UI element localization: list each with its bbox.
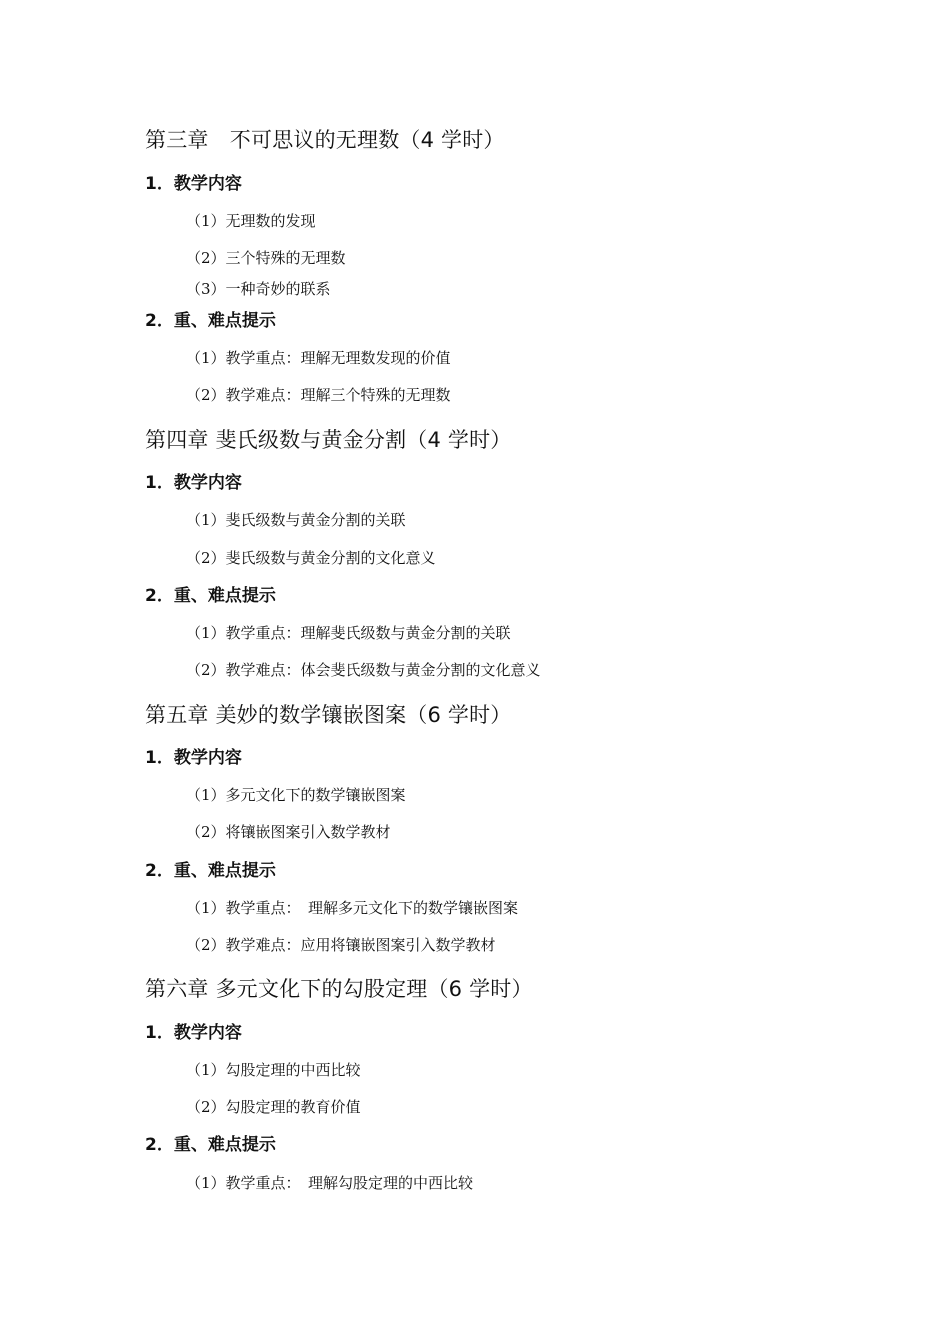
chapter-5-points-item: （2）教学难点：应用将镶嵌图案引入数学教材 (186, 936, 496, 954)
chapter-3-content-item: （3）一种奇妙的联系 (186, 280, 331, 298)
chapter-5-points-item: （1）教学重点： 理解多元文化下的数学镶嵌图案 (186, 899, 519, 917)
chapter-3-points-item: （2）教学难点：理解三个特殊的无理数 (186, 386, 451, 404)
chapter-5-content-item: （2）将镶嵌图案引入数学教材 (186, 823, 391, 841)
chapter-4-points-heading: 2．重、难点提示 (145, 586, 276, 606)
chapter-6-points-heading: 2．重、难点提示 (145, 1135, 276, 1155)
chapter-4-content-item: （1）斐氏级数与黄金分割的关联 (186, 511, 406, 529)
chapter-5-title: 第五章 美妙的数学镶嵌图案（6 学时） (145, 703, 512, 727)
chapter-3-content-heading: 1．教学内容 (145, 174, 242, 194)
chapter-4-content-item: （2）斐氏级数与黄金分割的文化意义 (186, 549, 436, 567)
chapter-4-content-heading: 1．教学内容 (145, 473, 242, 493)
chapter-4-points-item: （2）教学难点：体会斐氏级数与黄金分割的文化意义 (186, 661, 541, 679)
chapter-5-points-heading: 2．重、难点提示 (145, 861, 276, 881)
chapter-6-title: 第六章 多元文化下的勾股定理（6 学时） (145, 977, 533, 1001)
chapter-6-content-item: （2）勾股定理的教育价值 (186, 1098, 361, 1116)
chapter-6-content-heading: 1．教学内容 (145, 1023, 242, 1043)
chapter-5-content-item: （1）多元文化下的数学镶嵌图案 (186, 786, 406, 804)
chapter-3-title: 第三章 不可思议的无理数（4 学时） (145, 128, 505, 152)
chapter-6-points-item: （1）教学重点： 理解勾股定理的中西比较 (186, 1174, 474, 1192)
chapter-3-points-item: （1）教学重点：理解无理数发现的价值 (186, 349, 451, 367)
chapter-4-points-item: （1）教学重点：理解斐氏级数与黄金分割的关联 (186, 624, 511, 642)
chapter-6-content-item: （1）勾股定理的中西比较 (186, 1061, 361, 1079)
chapter-3-content-item: （2）三个特殊的无理数 (186, 249, 346, 267)
chapter-4-title: 第四章 斐氏级数与黄金分割（4 学时） (145, 428, 512, 452)
chapter-3-content-item: （1）无理数的发现 (186, 212, 316, 230)
chapter-3-points-heading: 2．重、难点提示 (145, 311, 276, 331)
chapter-5-content-heading: 1．教学内容 (145, 748, 242, 768)
